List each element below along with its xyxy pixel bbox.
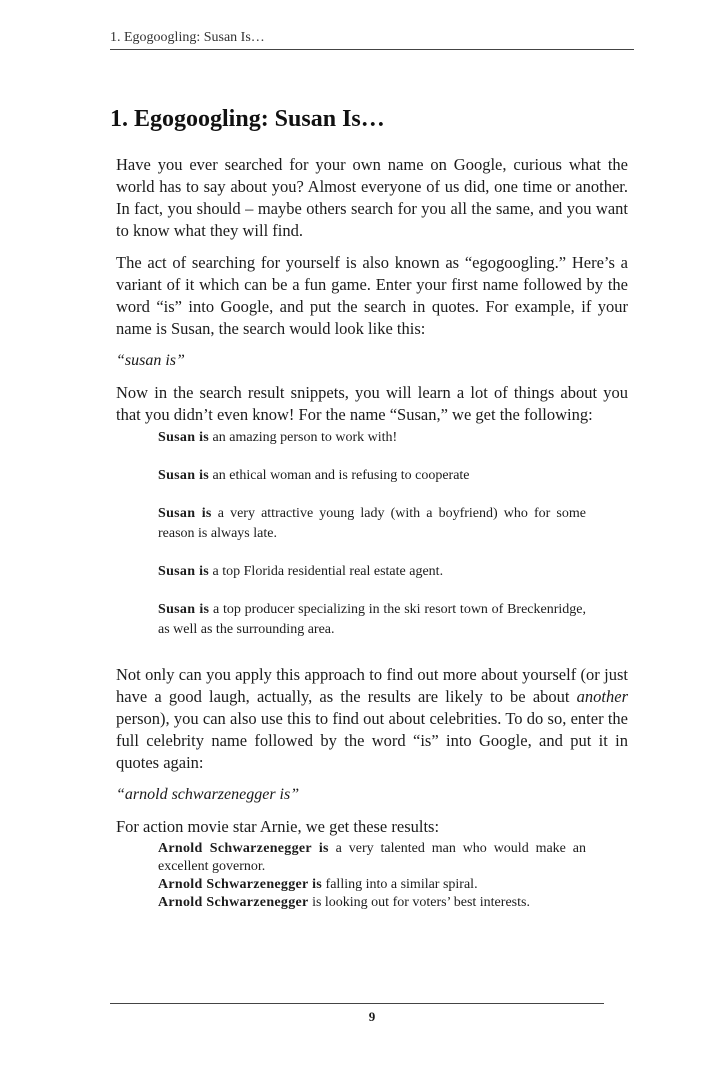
- header-rule: [110, 49, 634, 50]
- paragraph-celebrities-end: person), you can also use this to find out about celebrities. To do so, enter the full celebrity name followed by the word “is” into Google, and put it in quotes again:: [116, 709, 628, 772]
- paragraph-celebrities-italic: another: [576, 687, 628, 706]
- result-lead: Susan is: [158, 564, 210, 579]
- arnold-results-list: [158, 840, 586, 912]
- result-lead: Susan is: [158, 430, 210, 445]
- result-snippet: [158, 840, 586, 876]
- paragraph-egogoogling: The act of searching for yourself is also known as “egogoogling.” Here’s a variant of it which can be a fun game. Enter your first name followed by the word “is” into Google, and put the search in quotes. For example, if your name is Susan, the search would look like this:: [116, 253, 628, 338]
- result-snippet: [158, 466, 586, 486]
- result-text: is looking out for voters’ best interests.: [308, 895, 530, 910]
- result-snippet: [158, 894, 586, 912]
- susan-results-list: [158, 428, 586, 640]
- result-text: a very talented man who would make an excellent governor.: [158, 841, 586, 874]
- footer-rule: [110, 1003, 604, 1004]
- paragraph-arnie: For action movie star Arnie, we get these results:: [116, 817, 440, 836]
- paragraph-intro: Have you ever searched for your own name on Google, curious what the world has to say about you? Almost everyone of us did, one time or another. In fact, you should – maybe others search for you all the same, and you want to know what they will find.: [116, 155, 628, 240]
- result-snippet: [158, 504, 586, 544]
- result-text: a top Florida residential real estate agent.: [209, 564, 444, 579]
- result-snippet: [158, 428, 586, 448]
- result-lead: Susan is: [158, 602, 210, 617]
- result-text: an amazing person to work with!: [209, 430, 398, 445]
- result-text: a very attractive young lady (with a boyfriend) who for some reason is always late.: [158, 506, 586, 541]
- result-snippet: [158, 876, 586, 894]
- result-snippet: [158, 600, 586, 640]
- chapter-title: 1. Egogoogling: Susan Is…: [110, 106, 385, 132]
- result-text: an ethical woman and is refusing to cooperate: [209, 468, 470, 483]
- body-text: [116, 154, 628, 912]
- result-snippet: [158, 562, 586, 582]
- paragraph-celebrities: [116, 664, 628, 774]
- result-lead: Susan is: [158, 468, 210, 483]
- paragraph-celebrities-start: Not only can you apply this approach to find out more about yourself (or just have a good laugh, actually, as the results are likely to be about: [116, 665, 628, 706]
- search-query-susan: “susan is”: [116, 352, 185, 369]
- paragraph-snippets: Now in the search result snippets, you will learn a lot of things about you that you didn’t even know! For the name “Susan,” we get the following:: [116, 383, 628, 424]
- result-lead: Susan is: [158, 506, 212, 521]
- result-text: falling into a similar spiral.: [322, 877, 478, 892]
- page-number: 9: [368, 1009, 376, 1024]
- result-lead: Arnold Schwarzenegger is: [158, 877, 323, 892]
- search-query-arnold: “arnold schwarzenegger is”: [116, 786, 300, 803]
- result-lead: Arnold Schwarzenegger: [158, 895, 309, 910]
- running-header: 1. Egogoogling: Susan Is…: [110, 30, 265, 45]
- result-lead: Arnold Schwarzenegger is: [158, 841, 329, 856]
- result-text: a top producer specializing in the ski resort town of Breckenridge, as well as the surrounding area.: [158, 602, 586, 637]
